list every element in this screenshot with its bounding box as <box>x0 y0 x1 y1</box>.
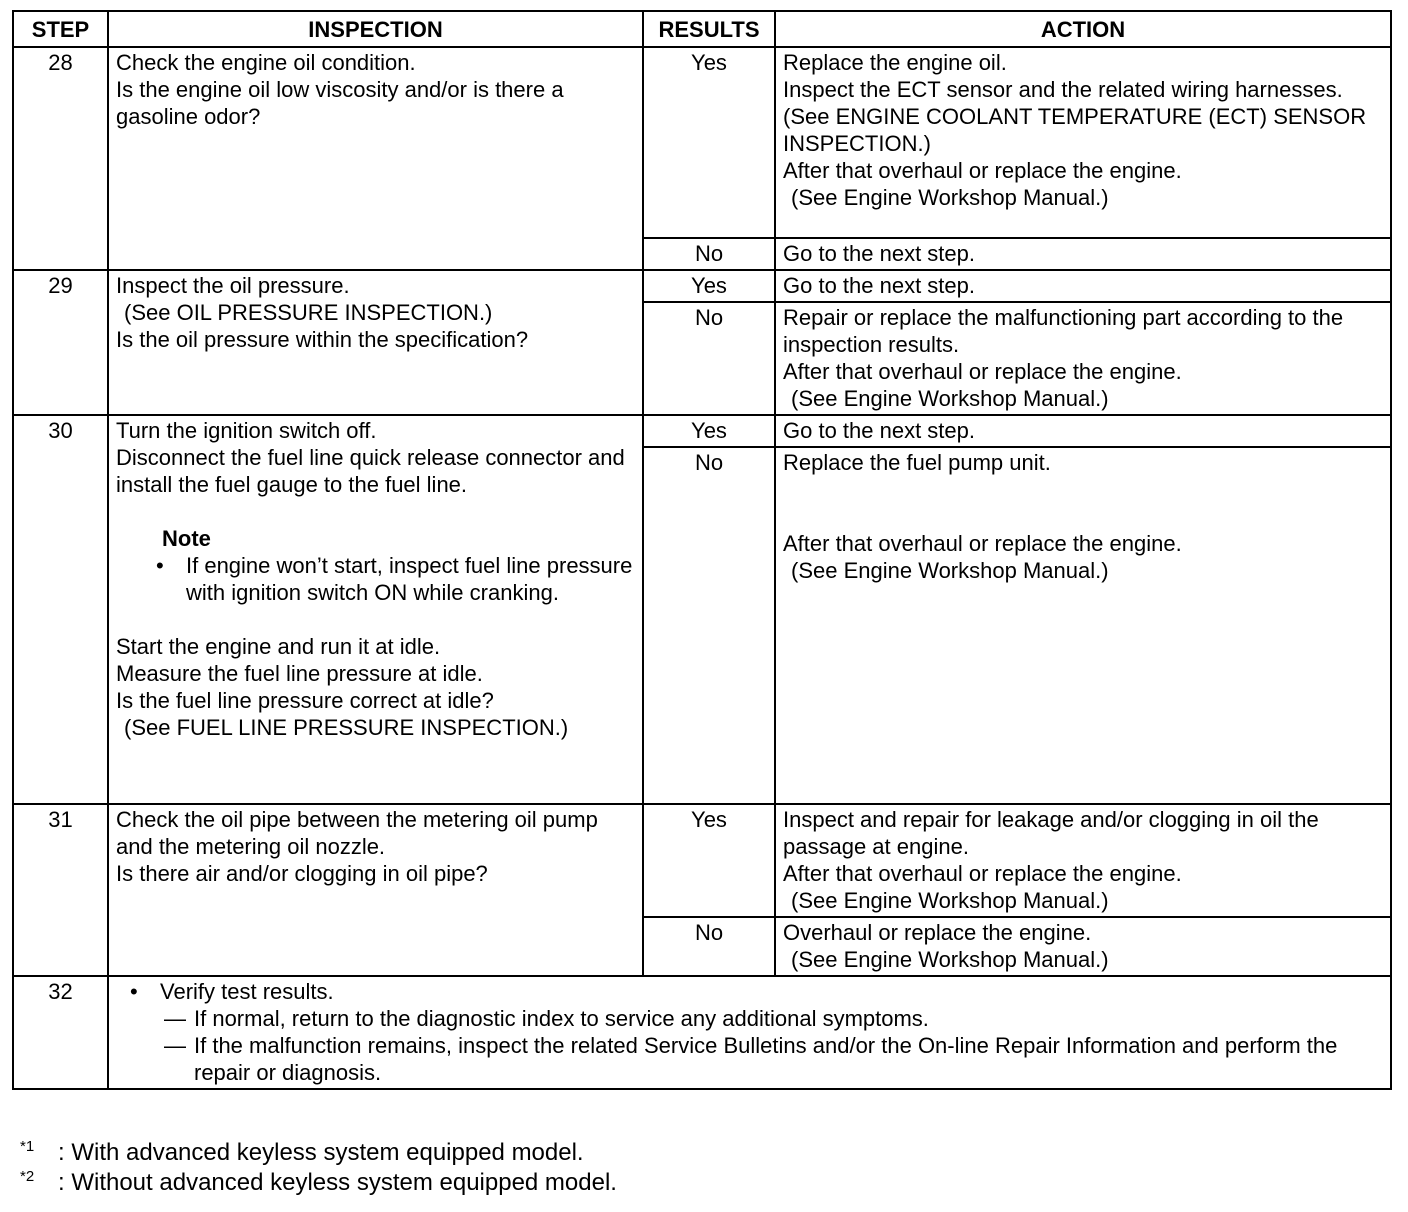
result-no: No <box>643 238 775 270</box>
inspection-cell <box>108 47 643 270</box>
header-step: STEP <box>13 11 108 47</box>
step-number: 32 <box>13 976 108 1089</box>
note-bullet <box>116 552 635 606</box>
action-cell <box>775 302 1391 415</box>
verify-text: Verify test results. <box>160 979 334 1004</box>
inspection-line: Is the oil pressure within the specification? <box>116 327 529 352</box>
action-line: After that overhaul or replace the engine. <box>783 359 1182 384</box>
action-line: Go to the next step. <box>783 241 976 266</box>
action-line: Repair or replace the malfunctioning part according to the inspection results. <box>783 305 1344 357</box>
note-text: If engine won’t start, inspect fuel line pressure with ignition switch ON while cranking. <box>186 553 633 605</box>
action-line: Inspect and repair for leakage and/or clogging in oil the passage at engine. <box>783 807 1319 859</box>
inspection-line: Is the engine oil low viscosity and/or is there a gasoline odor? <box>116 77 564 129</box>
footnote <box>20 1138 617 1168</box>
table-row <box>13 804 1391 917</box>
inspection-line: Check the engine oil condition. <box>116 50 416 75</box>
result-yes: Yes <box>643 47 775 238</box>
note-title: Note <box>162 526 211 551</box>
result-yes: Yes <box>643 270 775 302</box>
action-cell <box>775 804 1391 917</box>
action-line: After that overhaul or replace the engine. <box>783 531 1182 556</box>
action-line: Replace the fuel pump unit. <box>783 450 1051 475</box>
inspection-line: Disconnect the fuel line quick release connector and install the fuel gauge to the fuel line. <box>116 445 625 497</box>
table-header-row <box>13 11 1391 47</box>
inspection-line: Check the oil pipe between the metering oil pump and the metering oil nozzle. <box>116 807 598 859</box>
action-line: (See Engine Workshop Manual.) <box>791 888 1109 913</box>
action-line: After that overhaul or replace the engine. <box>783 158 1182 183</box>
inspection-line: Start the engine and run it at idle. <box>116 634 441 659</box>
step-number: 31 <box>13 804 108 976</box>
action-cell <box>775 447 1391 804</box>
action-cell <box>775 238 1391 270</box>
footnote-text: : With advanced keyless system equipped model. <box>58 1139 584 1166</box>
footnote-text: : Without advanced keyless system equipped model. <box>58 1169 617 1196</box>
result-yes: Yes <box>643 804 775 917</box>
action-line: Go to the next step. <box>783 418 976 443</box>
action-line: (See Engine Workshop Manual.) <box>791 185 1109 210</box>
verify-dash-text: If normal, return to the diagnostic index to service any additional symptoms. <box>194 1006 929 1031</box>
inspection-line: Is there air and/or clogging in oil pipe? <box>116 861 488 886</box>
inspection-line: (See FUEL LINE PRESSURE INSPECTION.) <box>124 715 569 740</box>
verify-dash-item <box>116 1032 1383 1086</box>
verify-dash-text: If the malfunction remains, inspect the related Service Bulletins and/or the On-line Repair Information and perform the repair or diagnosis. <box>194 1033 1338 1085</box>
inspection-line: Measure the fuel line pressure at idle. <box>116 661 483 686</box>
result-yes: Yes <box>643 415 775 447</box>
footnote-mark: *2 <box>20 1168 35 1185</box>
bullet-icon: • <box>130 979 138 1004</box>
action-cell <box>775 917 1391 976</box>
inspection-line: Is the fuel line pressure correct at idle? <box>116 688 494 713</box>
result-no: No <box>643 302 775 415</box>
action-line: Go to the next step. <box>783 273 976 298</box>
step-number: 29 <box>13 270 108 415</box>
inspection-cell <box>108 804 643 976</box>
action-line: (See ENGINE COOLANT TEMPERATURE (ECT) SENSOR INSPECTION.) <box>783 104 1367 156</box>
action-line: (See Engine Workshop Manual.) <box>791 386 1109 411</box>
header-action: ACTION <box>775 11 1391 47</box>
verify-bullet <box>116 978 1383 1005</box>
action-line: After that overhaul or replace the engine. <box>783 861 1182 886</box>
action-line: Inspect the ECT sensor and the related wiring harnesses. <box>783 77 1343 102</box>
action-cell <box>775 47 1391 238</box>
result-no: No <box>643 447 775 804</box>
bullet-icon: • <box>156 553 164 578</box>
dash-icon: — <box>164 1006 186 1031</box>
action-line: Replace the engine oil. <box>783 50 1007 75</box>
action-line: (See Engine Workshop Manual.) <box>791 558 1109 583</box>
step-number: 30 <box>13 415 108 804</box>
header-inspection: INSPECTION <box>108 11 643 47</box>
footnote <box>20 1168 617 1198</box>
inspection-line: (See OIL PRESSURE INSPECTION.) <box>124 300 493 325</box>
footnote-mark: *1 <box>20 1138 35 1155</box>
table-row <box>13 270 1391 302</box>
diagnostic-table <box>12 10 1392 1090</box>
inspection-line: Turn the ignition switch off. <box>116 418 377 443</box>
verify-cell <box>108 976 1391 1089</box>
inspection-cell <box>108 415 643 804</box>
action-cell <box>775 270 1391 302</box>
table-row <box>13 976 1391 1089</box>
dash-icon: — <box>164 1033 186 1058</box>
action-cell <box>775 415 1391 447</box>
action-line: (See Engine Workshop Manual.) <box>791 947 1109 972</box>
table-row <box>13 415 1391 447</box>
table-row <box>13 47 1391 238</box>
inspection-line: Inspect the oil pressure. <box>116 273 350 298</box>
action-line: Overhaul or replace the engine. <box>783 920 1092 945</box>
step-number: 28 <box>13 47 108 270</box>
header-results: RESULTS <box>643 11 775 47</box>
footnotes <box>20 1138 617 1198</box>
inspection-cell <box>108 270 643 415</box>
result-no: No <box>643 917 775 976</box>
verify-dash-item <box>116 1005 1383 1032</box>
